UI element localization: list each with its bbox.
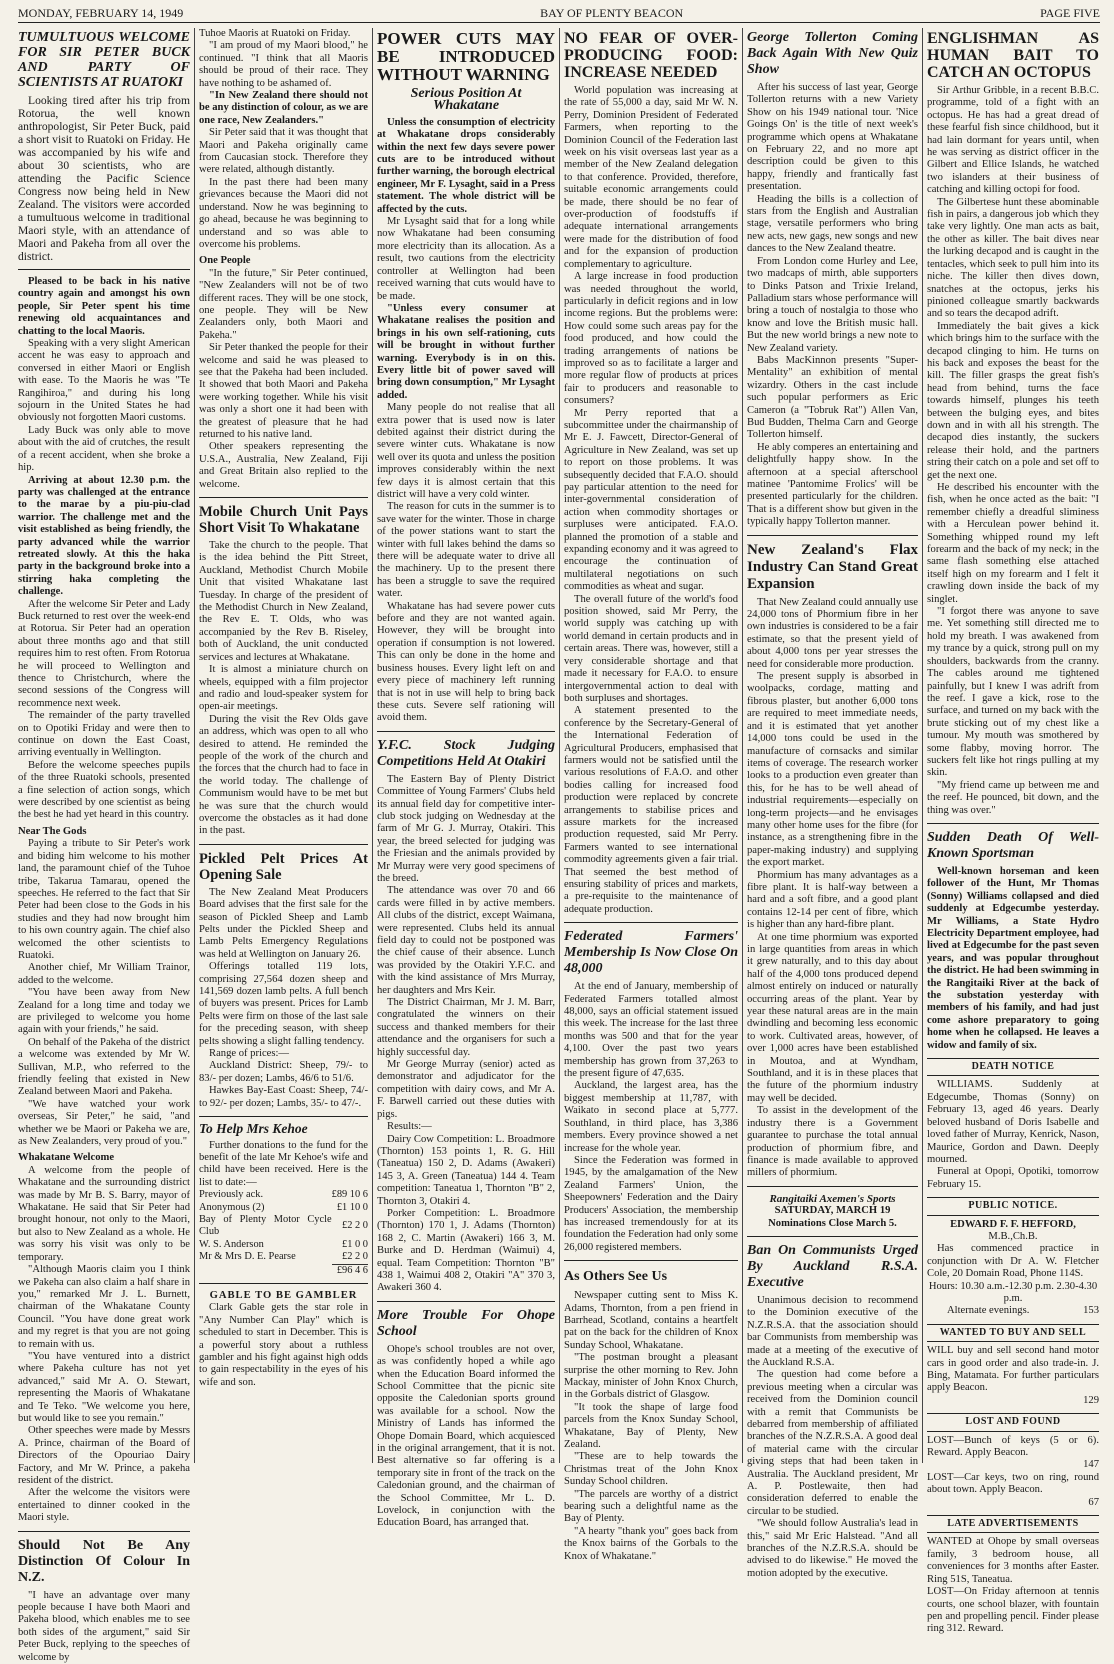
paragraph: Clark Gable gets the star role in "Any Number Can Play" which is scheduled to start in December. This is a powerful story about a ruthless gambler and his fight against high odds to gain respectability in the eyes of his wife and son.: [199, 1302, 368, 1388]
paragraph: He described his encounter with the fish, when he once acted as the bait: "I remember chiefly a dreadful sliminess with a Herculean power behind it. Something whipped round my left forearm and the back of my neck; in the same flash something else attached itself high on my forearm and I felt it crawling down inside the back of my singlet.: [927, 482, 1099, 605]
paragraph: Mr George Murray (senior) acted as demonstrator and adjudicator for the competition with dairy cows, and Mr A. F. Barwell carried out these duties with pigs.: [377, 1059, 555, 1120]
late-ad: WANTED at Ohope by small overseas family, 3 bedroom house, all conveniences for 3 months after Easter. Ring 51S, Taneatua.: [927, 1536, 1099, 1585]
divider: [199, 1283, 368, 1284]
headline-communists: Ban On Communists Urged By Auckland R.S.A. Executive: [747, 1242, 918, 1290]
public-notice-title: PUBLIC NOTICE.: [927, 1197, 1099, 1215]
paragraph: Unanimous decision to recommend to the Dominion executive of the N.Z.R.S.A. that the association should bar Communists from membership was made at a meeting of the executive of the Auckland R.S.A.: [747, 1294, 918, 1368]
paragraph: After the welcome Sir Peter and Lady Buck returned to rest over the week-end at Rotorua. Sir Peter had an operation about three months ago and that still requires him to rest often. From Rotorua he will proceed to Wellington and thence to Christchurch, where the second sessions of the Congress will recommence next week.: [18, 598, 190, 709]
paragraph: "In the future," Sir Peter continued, "New Zealanders will not be of two different races. They will be one stock, one people. They will be New Zealanders only, both Maori and Pakeha.": [199, 267, 368, 341]
death-notice-title: DEATH NOTICE: [927, 1058, 1099, 1076]
headline-kehoe: To Help Mrs Kehoe: [199, 1121, 308, 1137]
paragraph: Another chief, Mr William Trainor, added to the welcome.: [18, 962, 190, 986]
wanted-ad: WILL buy and sell second hand motor cars in good order and also trade-in. J. Bing, Matamata. For further particulars apply Beacon.: [927, 1345, 1099, 1394]
column-rule: [922, 28, 923, 1463]
subhead: Whakatane Welcome: [18, 1152, 115, 1164]
paragraph: At one time phormium was exported in large quantities from areas in which it grew naturally, and to this day about half of the 4,000 tons produced depend almost entirely on induced or naturally occurring areas of the plant. Year by year these natural areas are in the main dwindling and becoming less economic to work. Cultivated areas, however, of over 1,000 acres have been established in Moutoa, and at Wyndham, Southland, and it is in these places that the future of the phormium industry may well be decided.: [747, 931, 918, 1104]
paragraph: Immediately the bait gives a kick which brings him to the surface with the decapod clinging to him. He turns on his back and exposes the beast for the kill. The filler grasps the great fish's head from behind, turns the face towards himself, plunges his teeth between the bulging eyes, and bites down and in with all his strength. The decapod dies instantly, the suckers release their hold, and the partners string their catch on a pole and set off to get the next one.: [927, 320, 1099, 481]
divider: [18, 269, 190, 270]
paragraph: "The parcels are worthy of a district bearing such a delightful name as the Bay of Plenty.: [564, 1488, 738, 1525]
paragraph: Newspaper cutting sent to Miss K. Adams, Thornton, from a pen friend in Barrhead, Scotland, contains a heartfelt pat on the back for the children of Knox Sunday School, Whakatane.: [564, 1290, 738, 1351]
headline-stock-judging: Y.F.C. Stock Judging Competitions Held At Otakiri: [377, 737, 555, 769]
paragraph: Before the welcome speeches pupils of the three Ruatoki schools, presented a fine selection of action songs, which were described by one scientist as being the best he had yet heard in this country.: [18, 759, 190, 821]
paragraph: "I am proud of my Maori blood," he continued. "I think that all Maoris should be proud of their race. They have nothing to be ashamed of.: [199, 40, 368, 89]
paragraph: After his success of last year, George Tollerton returns with a new Variety Show on his 1949 national tour. 'Nice Goings On' is the title of next week's programme which opens at Whakatane on February 22, and no more apt description could be given to this happy, friendly and frantically fast presentation.: [747, 82, 918, 193]
paragraph: Heading the bills is a collection of stars from the English and Australian stage, versatile performers who bring new acts, new gags, new songs and new dances to the New Zealand theatre.: [747, 193, 918, 255]
lost-ad: LOST—Bunch of keys (5 or 6). Reward. Apply Beacon.: [927, 1434, 1099, 1459]
paragraph: Babs MacKinnon presents "Super-Mentality" an exhibition of mental wizardry. Others in the cast include such popular performers as Eric Cameron (a "Tobruk Rat") Allen Van, Bud Budden, Thelma Carn and George Tollerton himself.: [747, 354, 918, 441]
subhead: Near The Gods: [18, 825, 87, 837]
ad-title: Rangitaiki Axemen's Sports: [769, 1192, 896, 1205]
headline-octopus: ENGLISHMAN AS HUMAN BAIT TO CATCH AN OCTOPUS: [927, 30, 1099, 81]
doctor-hours: Hours: 10.30 a.m.-12.30 p.m. 2.30-4.30 p.m.: [928, 1280, 1098, 1304]
donation-row: Anonymous (2) £1 10 0: [199, 1201, 368, 1213]
paragraph: "These are to help towards the Christmas treat of the John Knox Sunday School children.: [564, 1451, 738, 1488]
headline-mobile-church: Mobile Church Unit Pays Short Visit To Whakatane: [199, 504, 368, 537]
paragraph: Sir Peter said that it was thought that Maori and Pakeha originally came from Caucasian stock. Therefore they were related, although distantly.: [199, 127, 368, 176]
headline-power-cuts: POWER CUTS MAY BE INTRODUCED WITHOUT WARNING: [377, 29, 555, 84]
divider: [747, 1186, 918, 1187]
divider: [199, 844, 368, 845]
column-3: [377, 28, 556, 1529]
divider: [199, 1116, 368, 1117]
paragraph: Tuhoe Maoris at Ruatoki on Friday.: [199, 28, 351, 39]
ad-date: SATURDAY, MARCH 19: [774, 1205, 891, 1217]
paragraph: In the past there had been many grievances because the Maori did not understand. Now he was beginning to go ahead, because he was beginning to understand and so was able to overcome his problems.: [199, 176, 368, 250]
ad-reference: 153: [1083, 1305, 1099, 1317]
paragraph: On behalf of the Pakeha of the district a welcome was extended by Mr W. Sullivan, M.P., who referred to the friendly feeling that existed in New Zealand between Maori and Pakeha.: [18, 1036, 190, 1098]
paragraph: He ably comperes an entertaining and delightfully happy show. In the afternoon at a special afterschool matinee 'Pantomime Frolics' will be presented particularly for the children. That is a different show but given in the typically happy Tollerton manner.: [747, 441, 918, 528]
divider: [927, 823, 1099, 824]
paper-name: BAY OF PLENTY BEACON: [540, 5, 684, 20]
doctor-alt: Alternate evenings.: [947, 1305, 1030, 1317]
column-rule: [194, 28, 195, 1463]
paragraph: It is almost a miniature church on wheels, equipped with a film projector and radio and loud-speaker system for open-air meetings.: [199, 664, 368, 713]
headline-tollerton: George Tollerton Coming Back Again With New Quiz Show: [747, 30, 918, 77]
ad-reference: 147: [1083, 1459, 1099, 1471]
paragraph: Since the Federation was formed in 1945, by the amalgamation of the New Zealand Farmers' Union, the Sheepowners' Federation and the Dairy Producers' Association, the membership has increased tremendously for at its foundation the Federation had only some 26,000 registered members.: [564, 1154, 738, 1253]
donation-total: £96 4 6: [199, 1264, 368, 1277]
kicker: Serious Position At Whakatane: [410, 86, 522, 114]
divider: [18, 1531, 190, 1532]
paragraph: "You have ventured into a district where Pakeha culture has not yet advanced," said Mr A. O. Stewart, representing the Maoris of Whakatane and Te Teko. "We welcome you here, but would like to see you remain.": [18, 1350, 190, 1424]
paragraph: Phormium has many advantages as a fibre plant. It is half-way between a hard and a soft fibre, and a good plant contains 12-14 per cent of fibre, which is higher than any hard-fibre plant.: [747, 869, 918, 931]
headline-flax: New Zealand's Flax Industry Can Stand Great Expansion: [747, 541, 918, 592]
paragraph: Dairy Cow Competition: L. Broadmore (Thornton) 153 points 1, R. G. Hill (Taneatua) 150 2, D. Adams (Awakeri) 145 3, A. Green (Taneatua) 144 4. Team competition: Taneatua 1, Thornton "B" 2, Thornton 3, Otakiri 4.: [377, 1133, 555, 1207]
paragraph: "I forgot there was anyone to save me. Yet something still directed me to hold my breath. I was awakened from my trance by a quick, strong pull on my shoulders, backwards from the cranny. The cables around me tightened painfully, but I knew I was adrift from the reef. I gave a kick, rose to the surface, and turned on my back with the brute sticking out of my chest like a tumour. My mouth was smothered by some flabby, moving horror. The suckers felt like hot rings pulling at my skin.: [927, 606, 1099, 779]
paragraph: After the welcome the visitors were entertained to dinner cooked in the Maori style.: [18, 1487, 190, 1524]
divider: [377, 731, 555, 732]
paragraph: A welcome from the people of Whakatane and the surrounding district was made by Mr B. S. Barry, mayor of Whakatane. He said that Sir Peter had brought honour, not only to the Maori, but also to New Zealand as a whole. He was sorry his visit was only to be temporary.: [18, 1164, 190, 1263]
ad-note: Nominations Close March 5.: [768, 1217, 897, 1229]
wanted-title: WANTED TO BUY AND SELL: [927, 1324, 1099, 1342]
paragraph: Ohope's school troubles are not over, as was confidently hoped a while ago when the Education Board informed the School Committee that the picnic site opposite the Caledonian sports ground was available for a school. Now the Ministry of Lands has informed the Ohope Domain Board, which acquiesced in the original arrangement, that it is not. Best alternative so far offering is a temporary site in front of the track on the Caledonian ground, and the chairman of the School Committee, Mr L. D. Lovelock, in conjunction with the Education Board, has arranged that.: [377, 1343, 555, 1529]
paragraph: "You have been away from New Zealand for a long time and today we are privileged to welcome you home again with your friends," he said.: [18, 987, 190, 1036]
paragraph: At the end of January, membership of Federated Farmers totalled almost 48,000, says an official statement issued this week. The increase for the last three months was 500 and that for the year 4,100. Over the past two years membership has grown from 37,263 to the present figure of 47,635.: [564, 981, 738, 1080]
paragraph: Auckland District: Sheep, 79/- to 83/- per dozen; Lambs, 46/6 to 51/6.: [199, 1060, 368, 1084]
paragraph: Lady Buck was only able to move about with the aid of crutches, the result of a recent accident, when she broke a hip.: [18, 424, 190, 474]
headline-gable: GABLE TO BE GAMBLER: [209, 1289, 358, 1301]
paragraph: The reason for cuts in the summer is to save water for the winter. Those in charge of the power stations want to start the winter with full lakes behind the dams so there will be adequate water to drive all the machinery. Up to the present there has been a struggle to save the required water.: [377, 501, 555, 600]
paragraph: During the visit the Rev Olds gave an address, which was open to all who desired to attend. He reminded the people of the work of the church and the forces that the church had to face in the world today. The challenge of Communism would have to be met but he was sure that the church would overcome the obstacles as it had done in the past.: [199, 713, 368, 837]
divider: [564, 922, 738, 923]
ad-reference: 67: [1088, 1496, 1099, 1508]
donation-row: Mr & Mrs D. E. Pearse £2 2 0: [199, 1251, 368, 1263]
divider: [747, 535, 918, 536]
divider: [747, 1236, 918, 1237]
paragraph: "It took the shape of large food parcels from the Knox Sunday School, Whakatane, Bay of Plenty, New Zealand.: [564, 1401, 738, 1451]
paragraph: To assist in the development of the industry there is a Government guarantee to purchase the total annual production of phormium fibre, and finance is made available to approved millers of phormium.: [747, 1105, 918, 1179]
paragraph: "A hearty "thank you" goes back from the Knox bairns of the Gorbals to the Knox of Whakatane.": [564, 1525, 738, 1562]
donation-row: W. S. Anderson £1 0 0: [199, 1238, 368, 1250]
paragraph: "My friend came up between me and the reef. He pounced, bit down, and the thing was over.": [927, 779, 1099, 816]
paragraph: Pleased to be back in his native country again and amongst his own people, Sir Peter spent his time renewing old acquaintances and chatting to the local Maoris.: [18, 276, 190, 337]
ad-reference: 129: [1083, 1394, 1099, 1406]
paragraph: From London come Hurley and Lee, two madcaps of mirth, able supporters to Dinks Patson and Trixie Ireland, Palladium stars whose performance will bring a touch of nostalgia to those who know and love the British music hall. But the new world brings a new note to New Zealand variety.: [747, 255, 918, 354]
paragraph: Well-known horseman and keen follower of the Hunt, Mr Thomas (Sonny) Williams collapsed and died suddenly at Edgecumbe yesterday. Mr Williams, a State Hydro Electricity Department employee, had lived at Edgecumbe for the past seven years, and was popular throughout the district. He had been swimming in the Rangitaiki River at the back of the substation yesterday with members of his family, and had just come ashore preparatory to going home when he collapsed. He leaves a widow and family of six.: [927, 865, 1099, 1051]
column-rule: [559, 28, 560, 1463]
headline-others-see-us: As Others See Us: [564, 1269, 668, 1285]
paragraph: A large increase in food production was needed throughout the world, particularly in deficit regions and in low income regions. But the problems were: How could some such areas pay for the food produced, and how could the trading arrangements of nations be improved so as to facilitate a larger and more regular flow of products at prices fair to producers and reasonable to consumers?: [564, 271, 738, 407]
paragraph: "Unless every consumer at Whakatane realises the position and brings in his own self-rationing, cuts will be brought in without further warning. Everybody is in on this. Every little bit of power saved will bring down consumption," Mr Lysaght added.: [377, 302, 555, 401]
paragraph: Other speakers representing the U.S.A., Australia, New Zealand, Fiji and Great Britain also replied to the welcome.: [199, 441, 368, 490]
paragraph: Porker Competition: L. Broadmore (Thornton) 170 1, J. Adams (Thornton) 168 2, C. Martin (Awakeri) 166 3, M. Burke and D. Herdman (Waimui) 4, equal. Team Competition: Thornton "B" 438 1, Waimui 408 2, Otakiri "A" 370 3, Awakeri 360 4.: [377, 1207, 555, 1294]
paragraph: Sir Arthur Gribble, in a recent B.B.C. programme, told of a fight with an octopus. He has had a great dread of these fearful fish since childhood, but it had lain dormant for years until, when he was serving as district officer in the Gilbert and Ellice Islands, he watched two islanders at their business of catching and killing octopi for food.: [927, 85, 1099, 196]
column-6: [927, 28, 1099, 1635]
paragraph: Take the church to the people. That is the idea behind the Pitt Street, Auckland, Methodist Church Mobile Unit that visited Whakatane last Tuesday. In charge of the president of the Methodist Church in New Zealand, the Rev E. T. Olds, who was accompanied by the Rev B. Riseley, both of Auckland, the unit conducted services and lectures at Whakatane.: [199, 540, 368, 663]
column-rule: [372, 28, 373, 1463]
paragraph: Mr Perry reported that a subcommittee under the chairmanship of Mr E. J. Fawcett, Director-General of Agriculture in New Zealand, was set up to report on those problems. It was subsequently decided that F.A.O. should pay particular attention to the need for inter-governmental consideration of action when commodity shortages or surpluses were anticipated. F.A.O. planned the promotion of a stable and expanding economy and it was agreed to encourage the continuation of multilateral negotiations on such commodities as wheat and sugar.: [564, 407, 738, 593]
doctor-notice: Has commenced practice in conjunction with Dr A. W. Fletcher Cole, 20 Domain Road, Phone 114S.: [927, 1243, 1099, 1280]
headline-food: NO FEAR OF OVER-PRODUCING FOOD: INCREASE NEEDED: [564, 30, 738, 81]
paragraph: "Although Maoris claim you I think we Pakeha can also claim a half share in you," remarked Mr J. L. Burnett, chairman of the Whakatane County Council. "You have done great work and my regret is that you are not going to remain with us.: [18, 1264, 190, 1350]
headline-federated-farmers: Federated Farmers' Membership Is Now Close On 48,000: [564, 929, 738, 977]
paragraph: "I have an advantage over many people because I have both Maori and Pakeha blood, which enables me to see both sides of the argument," said Sir Peter Buck, replying to the speeches of welcome by: [18, 1589, 190, 1663]
paragraph: Speaking with a very slight American accent he was easy to approach and conversed in either Maori or English with ease. To the Maoris he was "Te Rangihiroa," and during his long sojourn in the United States he had obviously not forgotten Maori customs.: [18, 338, 190, 424]
headline-buck-welcome: TUMULTUOUS WELCOME FOR SIR PETER BUCK AND PARTY OF SCIENTISTS AT RUATOKI: [18, 30, 190, 90]
funeral-notice: Funeral at Opopi, Opotiki, tomorrow February 15.: [927, 1166, 1099, 1190]
article-lead: Unless the consumption of electricity at Whakatane drops considerably within the next few days severe power cuts are to be introduced without further warning, the borough electrical engineer, Mr F. Lysaght, said in a Press statement. The whole district will be affected by the cuts.: [377, 116, 555, 215]
divider: [377, 1301, 555, 1302]
doctor-name: EDWARD F. F. HEFFORD,: [950, 1218, 1076, 1230]
paragraph: Arriving at about 12.30 p.m. the party was challenged at the entrance to the marae by a piu-piu-clad warrior. The challenge met and the visit established as being friendly, the party advanced while the warrior retreated slowly. At this the haka party in the background broke into a stirring haka completing the challenge.: [18, 474, 190, 598]
late-ad: LOST—On Friday afternoon at tennis courts, one school blazer, with fountain pen and propelling pencil. Finder please ring 312. Reward.: [927, 1586, 1099, 1635]
column-4: [564, 28, 738, 1562]
donation-row: Previously ack. £89 10 6: [199, 1189, 368, 1201]
divider: [199, 497, 368, 498]
lost-ad: LOST—Car keys, two on ring, round about town. Apply Beacon.: [927, 1471, 1099, 1496]
paragraph: That New Zealand could annually use 24,000 tons of Phormium fibre in her own industries is considered to be a fair estimate, so that the present yield of about 4,000 tons per year stresses the need for considerable more production.: [747, 596, 918, 670]
paragraph: Further donations to the fund for the benefit of the late Mr Kehoe's wife and child have been received. Here is the list to date:—: [199, 1139, 368, 1188]
paragraph: The Gilbertese hunt these abominable fish in pairs, a dangerous job which they take very lightly. One man acts as bait, the other as killer. The bait dives near the lurking decapod and is caught in the tentacles, which seek to pull him into its niche. The killer then dives down, snatches at the octopus, jerks his pinioned colleague smartly backwards and so tears the decapod adrift.: [927, 196, 1099, 320]
death-notice: WILLIAMS. Suddenly at Edgecumbe, Thomas (Sonny) on February 13, aged 46 years. Dearly beloved husband of Doris Isabelle and loved father of Murray, Kenrick, Nason, Maurice, Gordon and Dawn. Deeply mourned.: [927, 1079, 1099, 1165]
paragraph: Sir Peter thanked the people for their welcome and said he was pleased to see that the Pakeha had been included. It showed that both Maori and Pakeha were working together. While his visit was only a short one it had been with the greatest of pleasure that he had returned to his native land.: [199, 342, 368, 440]
paragraph: Offerings totalled 119 lots, comprising 27,564 dozen sheep and 141,569 dozen lamb pelts. A full bench of buyers was present. Prices for Lamb Pelts were firm on those of the last sale for the preceding season, with sheep pelts showing a slight falling tendency.: [199, 961, 368, 1047]
late-ads-title: LATE ADVERTISEMENTS: [927, 1515, 1099, 1533]
headline-distinction: Should Not Be Any Distinction Of Colour In N.Z.: [18, 1537, 190, 1585]
paragraph: World population was increasing at the rate of 55,000 a day, said Mr W. N. Perry, Dominion President of Federated Farmers, when reporting to the Dominion Council of the Federation last week on his visit overseas last year as a member of the New Zealand delegation to that conference. Provided, therefore, suitable economic arrangements could be made, there should be no fear of over-production of foodstuffs if adequate international arrangements were made for the distribution of food and for the expansion of production complementary to agriculture.: [564, 85, 738, 270]
paragraph: The overall future of the world's food position showed, said Mr Perry, the world supply was catching up with world demand in certain products and in certain areas. There was, however, still a very considerable shortage and that made it necessary for F.A.O. to ensure intergovernmental action to deal with both surpluses and shortages.: [564, 593, 738, 704]
page-number: PAGE FIVE: [1040, 5, 1100, 20]
paragraph: A statement presented to the conference by the Secretary-General of the International Federation of Agricultural Producers, emphasised that farmers would not be satisfied until the various resolutions of F.A.O. and other bodies calling for increased food production were replaced by concrete arrangements to stabilise prices and assure markets for the increased production requested, said Mr Perry. Farmers wanted to see international commodity agreements given a fair trial. That seemed the best method of ensuring stability of prices and markets, a pre-requisite to the maintenance of adequate production.: [564, 705, 738, 915]
headline-pelt-prices: Pickled Pelt Prices At Opening Sale: [199, 850, 368, 883]
paragraph: Auckland, the largest area, has the biggest membership at 11,787, with Waikato in second place at 5,777. Southland, in third place, has 3,386 members. Every province showed a net increase for the whole year.: [564, 1080, 738, 1154]
paragraph: The Eastern Bay of Plenty District Committee of Young Farmers' Clubs held its annual field day for competitive inter-club stock judging on Wednesday at the farm of Mr G. J. Murray, Otakiri. This year, the breed selected for judging was the Friesian and the animals provided by Mr Murray were very good specimens of the breed.: [377, 773, 555, 884]
headline-ohope-school: More Trouble For Ohope School: [377, 1307, 555, 1339]
axemen-ad: [747, 1193, 918, 1230]
paragraph: Results:—: [387, 1121, 432, 1133]
donation-list: [199, 1189, 368, 1277]
issue-date: MONDAY, FEBRUARY 14, 1949: [18, 5, 184, 20]
column-2: [199, 28, 368, 1463]
paragraph: The attendance was over 70 and 66 cards were filled in by active members. All clubs of the district, except Waimana, were represented. Clubs held its annual field day to could not be postponed was the chief cause of their absence. Lunch was provided by the Otakiri Y.F.C. and with the kind assistance of Mrs Murray, her daughters and Mrs Keir.: [377, 885, 555, 996]
paragraph: The remainder of the party travelled on to Opotiki Friday and were then to continue on down the East Coast, arriving eventually in Wellington.: [18, 710, 190, 759]
paragraph: The District Chairman, Mr J. M. Barr, congratulated the winners on their success and thanked members for their attendance and the organisers for such a highly successful day.: [377, 997, 555, 1058]
paragraph: "The postman brought a pleasant surprise the other morning to Rev. John Mackay, minister of John Knox Church, in the Gorbals district of Glasgow.: [564, 1352, 738, 1401]
column-rule: [742, 28, 743, 1463]
paragraph: Range of prices:—: [209, 1048, 290, 1060]
article-lead: Looking tired after his trip from Rotorua, the well known anthropologist, Sir Peter Buck, paid a short visit to Ruatoki on Friday. He was accompanied by his wife and about 30 scientists, who are attending the Pacific Science Congress now being held in New Zealand. The visitors were accorded a tumultuous welcome in traditional Maori style, with an attendance of Maori and Pakeha from all over the district.: [18, 94, 190, 263]
paragraph: The question had come before a previous meeting when a circular was received from the Dominion council with a remit that Communists be debarred from membership of affiliated branches of the N.Z.R.S.A. A good deal of material came with the circular giving steps that had been taken in Australia. The Auckland president, Mr A. P. Postlewaite, then had consideration deferred to enable the circular to be studied.: [747, 1369, 918, 1517]
paragraph: "We should follow Australia's lead in this," said Mr Eric Halstead. "And all branches of the N.Z.R.S.A. should be advised to do likewise." He moved the motion adopted by the executive.: [747, 1518, 918, 1579]
paragraph: Paying a tribute to Sir Peter's work and biding him welcome to his mother land, the paramount chief of the Tuhoe tribe, Takarua Tamarau, opened the speeches. He referred to the fact that Sir Peter had been close to the Gods in his studies and they had now brought him to his own country again. The chief also welcomed the other scientists to Ruatoki.: [18, 838, 190, 961]
paragraph: Hawkes Bay-East Coast: Sheep, 74/- to 92/- per dozen; Lambs, 35/- to 47/-.: [199, 1085, 368, 1109]
masthead: [18, 4, 1100, 23]
paragraph: "In New Zealand there should not be any distinction of colour, as we are one race, New Zealanders.": [199, 90, 368, 126]
paragraph: The present supply is absorbed in woolpacks, cordage, matting and fibrous plaster, but another 6,000 tons are required to meet immediate needs, and it is estimated that yet another 14,000 tons could be used in the manufacture of cornsacks and similar items of coverage. The research worker looks to a production even greater than this, for he has to be well ahead of industrial requirements—especially on long-term projects—and he envisages many other home uses for the fibre (for instance, as a strengthening fibre in the paper-making industry) and supplying the export market.: [747, 671, 918, 869]
headline-sudden-death: Sudden Death Of Well-Known Sportsman: [927, 829, 1099, 861]
paragraph: Many people do not realise that all extra power that is used now is later debited against their district during the severe winter cuts. Whakatane is now well over its quota and unless the position improves considerably within the next few days it is almost certain that this district will have a very cold winter.: [377, 402, 556, 500]
divider: [564, 1260, 738, 1261]
column-1: [18, 28, 190, 1663]
paragraph: Other speeches were made by Messrs A. Prince, chairman of the Board of Directors of the Opouriao Dairy Factory, and Mr W. Prince, a pakeha resident of the district.: [18, 1425, 190, 1486]
paragraph: Whakatane has had severe power cuts before and they are not wanted again. However, they will be brought into operation if consumption is not lowered. This can only be done in the home and business houses. Every light left on and every piece of machinery left running that is not in use will help to bring back these cuts. Severe self rationing will avoid them.: [377, 600, 555, 724]
doctor-alt-row: [927, 1305, 1099, 1317]
column-5: [747, 28, 918, 1579]
paragraph: Mr Lysaght said that for a long while now Whakatane had been consuming more electricity than its allocation. As a result, two cautions from the electricity controller at Wellington had been received warning that cuts would have to be made.: [377, 216, 555, 302]
paragraph: "We have watched your work overseas, Sir Peter," he said, "and whether we be Maori or Pakeha we are, as New Zealanders, very proud of you.": [18, 1098, 190, 1148]
subhead: One People: [199, 255, 251, 267]
donation-row: Bay of Plenty Motor Cycle Club £2 2 0: [199, 1213, 368, 1238]
lost-found-title: LOST AND FOUND: [927, 1413, 1099, 1431]
doctor-degree: M.B.,Ch.B.: [988, 1230, 1038, 1242]
paragraph: The New Zealand Meat Producers Board advises that the first sale for the season of Pickled Sheep and Lamb Pelts under the Pickled Sheep and Lamb Pelts Emergency Regulations was held at Wellington on January 26.: [199, 886, 368, 960]
